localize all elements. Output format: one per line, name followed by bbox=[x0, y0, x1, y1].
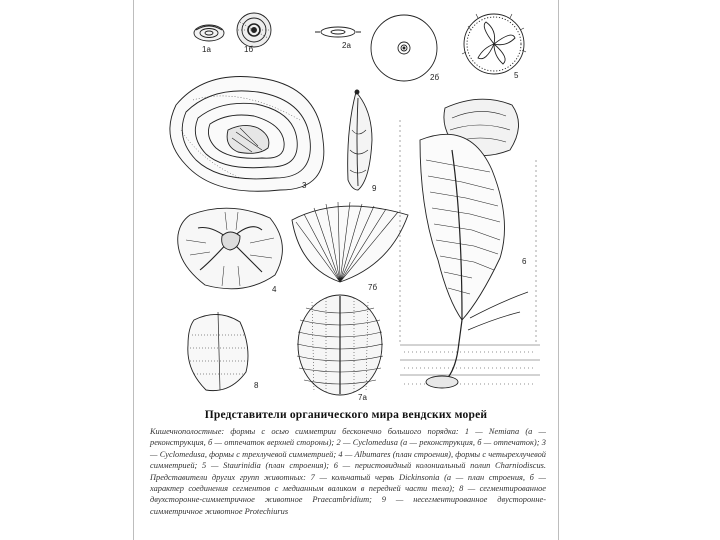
label-4: 4 bbox=[272, 285, 277, 294]
fossil-9 bbox=[348, 90, 372, 190]
label-7a: 7a bbox=[358, 393, 367, 402]
label-6: 6 bbox=[522, 257, 527, 266]
fossil-2a bbox=[315, 27, 361, 37]
label-2a: 2a bbox=[342, 41, 351, 50]
label-8: 8 bbox=[254, 381, 259, 390]
label-5: 5 bbox=[514, 71, 519, 80]
label-1a: 1a bbox=[202, 45, 211, 54]
label-1b: 1б bbox=[244, 45, 254, 54]
fossil-4 bbox=[178, 208, 283, 289]
fossil-1b bbox=[237, 13, 271, 47]
label-2b: 2б bbox=[430, 73, 440, 82]
label-3: 3 bbox=[302, 181, 307, 190]
fossil-8 bbox=[188, 312, 248, 391]
caption-body: Кишечнополостные: формы с осью симметрии бесконечно большого порядка: 1 — Nemiana (а — реконструкция, б — отпечаток верхней стороны); 2 — Cyclomedusa (а — реконструкция, б — отпечаток); 3 — Cyclomedusa, формы с трехлучевой симметрией; 4 — Albumares (план строения), формы с четырехлучевой симметрией; 5 — Staurinidia (план строения); 6 — перистовидный колониальный полип Charniodiscus. Представители других групп животных: 7 — кольчатый червь Dickinsonia (а — план строения, б — характер соединения сегментов с медианным валиком в передней части тела); 8 — сегментированное двухсторонне-симметричное животное Praecambridium; 9 — несегментированное двусторонне-симметричное животное Protechiurus bbox=[150, 427, 546, 516]
fossil-6 bbox=[400, 99, 540, 388]
fossil-7b bbox=[292, 202, 408, 282]
fossil-2b bbox=[371, 15, 440, 82]
caption-title: Представители органического мира вендских морей bbox=[204, 409, 488, 421]
label-7b: 7б bbox=[368, 283, 378, 292]
fossil-3 bbox=[170, 77, 324, 192]
fossil-1a bbox=[194, 25, 224, 41]
fossil-5 bbox=[462, 14, 526, 74]
label-9: 9 bbox=[372, 184, 377, 193]
fossil-7a bbox=[297, 295, 383, 395]
